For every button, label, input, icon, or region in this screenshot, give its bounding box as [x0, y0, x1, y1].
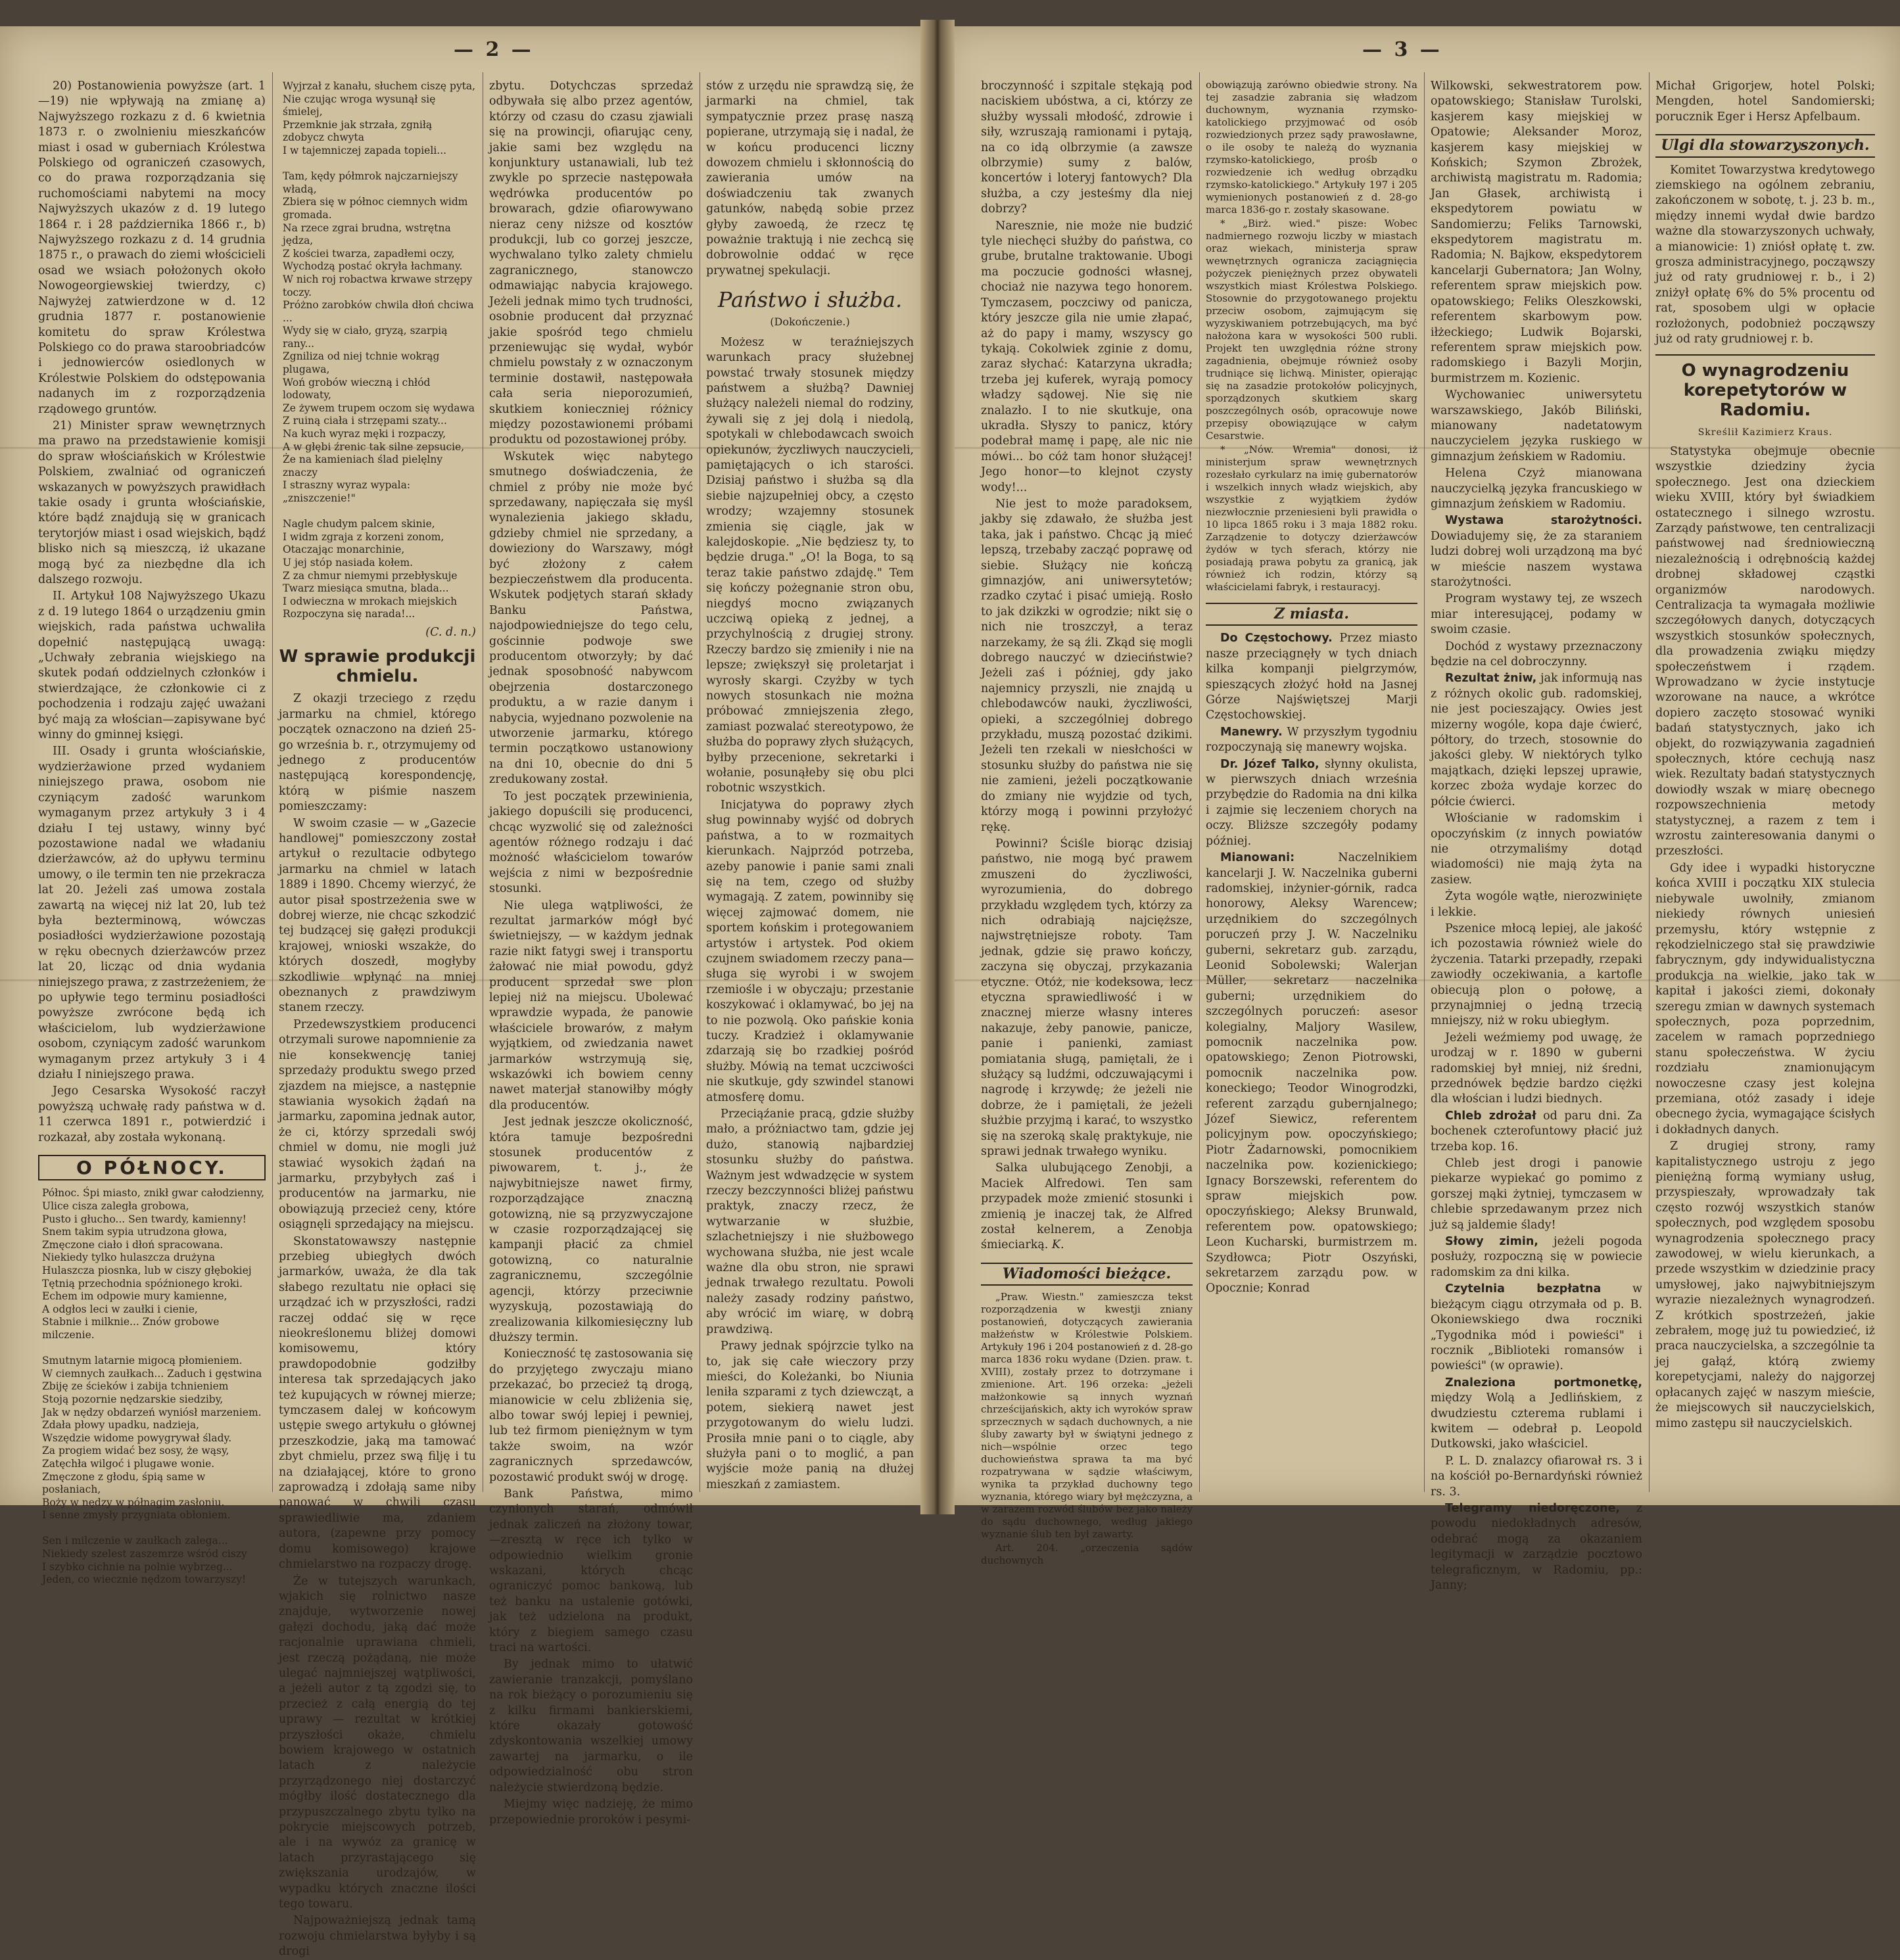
news-run-in: Wystawa starożytności.: [1445, 514, 1642, 528]
local-news-item: [1431, 1109, 1642, 1155]
news-text: Dowiadujemy się, że za staraniem ludzi dobrej woli urządzoną ma być w mieście naszem wystawa starożytności.: [1431, 529, 1642, 589]
article-paragraph: Miejmy więc nadzieję, że mimo przepowiednie proroków i pesymi-: [489, 1798, 693, 1827]
article-paragraph: stów z urzędu nie sprawdzą się, że jarmarki na chmiel, tak sympatycznie przez prasę naszą popierane, utrzymają się i nadal, że w końcu producenci liczny dowozem chmielu i skłonnością do zawierania umów na doświadczeniu tak zwanych gatunków, nabędą sobie przez głyby zawoedą, że rzecz tę poważnie traktują i nie zechcą się dobrowolnie oddać w ręce prywatnej spekulacji.: [706, 80, 914, 277]
article-subheading: (Dokończenie.): [770, 315, 850, 329]
right-column-4: [1655, 79, 1875, 1492]
article-signature: K.: [1051, 1238, 1064, 1252]
article-paragraph: Jest jednak jeszcze okoliczność, która tamuje bezpośredni stosunek producentów z piwowarem, t. j., że najwybitniejsze nawet firmy, rozporządzające znaczną gotowizną, nie są przyzwyczajone w czasie rozporządzającej się kampanji płacić za chmiel gotowizną, co naturalnie zagranicznemu, szczególnie agencji, którzy przeciwnie wyzyskują, pozostawiają do zrealizowania kilkomiesięczny lub dłuższy termin.: [489, 1115, 693, 1344]
poem-title: O PÓŁNOCY.: [38, 1155, 266, 1180]
article-paragraph: Nie ulega wątpliwości, że rezultat jarmarków mógł być świetniejszy, — w każdym jednak razie nikt fatygi swej i transportu żałować nie miał powodu, gdyż producent sprzedał swe plon lepiej niż na miejscu. Ubolewać wprawdzie wypada, że panowie właściciele browarów, z małym wyjątkiem, od zwiedzania nawet jarmarków wstrzymują się, wskazówki ich bowiem cenny nawet materjał stanowiłby mógły dla producentów.: [489, 898, 693, 1112]
article-paragraph: Z okazji trzeciego z rzędu jarmarku na chmiel, którego początek oznaczono na dzień 25-go września b. r., otrzymujemy od jednego z producentów następującą korespondencję, którą w piśmie naszem pomieszczamy:: [279, 692, 476, 814]
article-paragraph: broczynność i szpitale stękają pod naciskiem ubóstwa, a ci, którzy ze służby wyssali młodość, zdrowie i siły, wzruszają ramionami i pytają, na co idą olbrzymie (a zawsze olbrzymie) sumy z balów, koncertów i loteryj fantowych? Dla służba, a czy jesteśmy dla niej dobrzy?: [981, 80, 1193, 216]
article-paragraph: Inicjatywa do poprawy złych sług powinnaby wyjść od dobrych państwa, a to w rozmaitych kierunkach. Najprzód potrzeba, azeby panowie i panie sami znali się na tem, czego od służby wymagają. Z zatem, powinniby się więcej zajmować domem, nie sportem końskim i protegowaniem artystów i artystek. Pod okiem czujnem swiadomem rzeczy pana—sługa się wyrobi i w swojem rzemiośle i w obyczaju; przestanie koszykować i oklamywać, bo jej na to nie pozwolą. Oko pańskie konia tuczy. Kradzież i oklamywanie zdarzają się bo rzadkiej pośród służby. Mówią na temat uczciwości nie skutkuje, gdy szwindel stanowi atmosferę domu.: [706, 798, 914, 1104]
local-news-item: [1206, 631, 1417, 723]
article-paragraph: 21) Minister spraw wewnętrznych ma prawo na przedstawienie komisji do spraw włościańskich w Królestwie Polskiem, zwalniać od ograniczeń wskazanych w powyższych prawidłach takie osady i grunta włościańskie, które bądź znajdują się w granicach terytorjów miast i osad wiejskich, bądź blisko nich są mieszczą, iż ukazane mogą być za niezbędne dla ich dalszego rozwoju.: [38, 419, 266, 586]
poem-continuation: Wyjrzał z kanału, słuchem ciszę pyta, Nie czując wroga wysunął się śmielej, Przemknie jak strzała, zgniłą zdobycz chwyta I w tajemniczej zapada topieli... Tam, kędy półmrok najczarniejszy władą, Zbiera się w północ ciemnych widm gromada. Na rzece zgrai brudna, wstrętna jędza, Z kościei twarza, zapadłemi oczy, Wychodzą postać okryła łachmany. W nich roj robactwa krwawe strzępy toczy. Próżno zarobków chwila dłoń chciwa ... Wydy się w ciało, gryzą, szarpią rany... Zgniliza od niej tchnie wokrąg plugawa, Woń grobów wieczną i chłód lodowaty, Ze żywem trupem oczom się wydawa Z ruiną ciała i strzępami szaty... Na kuch wyraz męki i rozpaczy, A w głębi źrenic tak silne zepsucie, Że na kamieniach ślad pielęlny znaczy I straszny wyraz wypala: „zniszczenie!" Nagle chudym palcem skinie, I widm zgraja z korzeni zonom, Otaczając monarchinie, U jej stóp nasiada kołem. Z za chmur niemymi przebłyskuje Twarz miesiąca smutna, blada... I odwieczna w mrokach miejskich Rozpoczyna się narada!...: [283, 80, 476, 620]
local-news-item: [1431, 1501, 1642, 1593]
article-paragraph: 20) Postanowienia powyższe (art. 1—19) nie wpływają na zmianę a) Najwyższego rozkazu z d. 6 kwietnia 1873 r. o zwolnieniu mieszkańców miast i osad w guberniach Królestwa Polskiego od ograniczeń czasowych, co do prawa rozporządzania się ruchomościami nabytemi na mocy Najwyższych ukazów z d. 19 lutego 1864 r. i 28 października 1866 r., b) Najwyższego rozkazu z d. 14 grudnia 1875 r., o prawach do ziemi włościcieli osad we wsiach położonych około Nowogeorgiewskiej twierdzy, c) Najwyżej zatwierdzone w d. 12 grudnia 1877 r. postanowienie komitetu do spraw Królestwa Polskiego co do prawa staroobriadców i jednowierców osiedlonych w Królestwie Polskiem do odstępowania nadanych im z rozporządzenia rządowego gruntów.: [38, 80, 266, 416]
article-heading: W sprawie produkcji chmielu.: [279, 647, 476, 687]
binding-gutter: [920, 20, 955, 1514]
page-number-right: — 3 —: [1362, 38, 1442, 61]
article-paragraph: Możesz w teraźniejszych warunkach pracy służebnej powstać trwały stosunek między państwem a służbą? Dawniej służący należeli niemal do rodziny, żywali się z jej dolą i niedolą, spotykali w chlebodawcach swoich opiekunów, życzliwych nauczycieli, pamiętających o ich starości. Dzisiaj państwo i służba są dla siebie najzupełniej obcy, a często wrodzy; wzajemny stosunek zmienia się ciągle, jak w kalejdoskopie. „Nie będziesz ty, to będzie druga." „O! la Boga, to są teraz takie państwo zdajdę." Tem się kończy pożegnanie stron obu, niegdyś mocno związanych uczciwą opieką z jednej, a przychylnością z drugiej strony. Rzeczy bardzo się zmieniły i nie na lepsze; zwiększył się proletarjat i wyrosły skargi. Czyżby w tych nowych stosunkach nie można próbować zmniejszenia złego, zamiast pozwalać stereotypowo, że służba do poprawy złych służących, byłby przecenione, sekretarki i wołanie, posunąłeby się obu plci robotnic wszystkich.: [706, 335, 914, 795]
article-paragraph: Jego Cesarska Wysokość raczył powyższą uchwałę rady państwa w d. 11 czerwca 1891 r., potwierdzić i rozkazał, aby została wykonaną.: [38, 1085, 266, 1144]
article-paragraph: By jednak mimo to ułatwić zawieranie tranzakcji, pomyślano na rok bieżący o porozumieniu się z kilku firmami bankierskiemi, które okazały gotowość zdyskontowania wszelkiej umowy zawartej na jarmarku, o ile odpowiedzialność obu stron należycie stwierdzoną będzie.: [489, 1658, 693, 1794]
poem-text: Północ. Śpi miasto, znikł gwar całodzienny, Ulice cisza zaległa grobowa, Pusto i głucho... Sen twardy, kamienny! Snem takim sypia utrudzona głowa, Zmęczone ciało i dłoń spracowana. Niekiedy tylko hulaszcza drużyna Hulaszcza piosnka, lub w ciszy głębokiej Tętnią przechodnia spóźnionego kroki. Echem im odpowie mury kamienne, A odgłos leci w zaułki i cienie, Stabnie i milknie... Znów grobowe milczenie. Smutnym latarnie migocą płomieniem. W ciemnych zaułkach... Zaduch i gęstwina Zbiję ze ścieków i zabija tchnieniem Stoją pozornie nędzarskie siedziby, Jak w nędzy obdarzeń wyniósł marzeniem. Zdała płowy upadku, nadzieja, Wszędzie widome powygrywał ślady. Za progiem widać bez sosy, że wąsy, Zatęchła wilgoć i plugawe wonie. Zmęczone z głodu, śpią same w posłaniach, Boży w nędzy w półnagim zasłoniu. I senne zmysły przygniata obłoniem. Sen i milczenie w zaułkach zalega... Niekiedy szelest zaszemrze wśród ciszy I szybko cichnie na polnie wybrzeg... Jeden, co wiecznie nędzom towarzyszy!: [42, 1187, 265, 1586]
section-heading: Ulgi dla stowarzyszonych.: [1655, 134, 1875, 157]
news-text: między Wolą a Jedlińskiem, z dwudziestu czterema rublami i kwitem — odebrał p. Leopold Dutkowski, jako właściciel.: [1431, 1391, 1642, 1451]
local-news-item: [1431, 671, 1642, 810]
page-number-left: — 2 —: [454, 38, 534, 61]
article-paragraph: Pszenice młocą lepiej, ale jakość ich pozostawia również wiele do życzenia. Tatarki przepadły, rzepaki zawiodły oczekiwania, a kartofle obiecują plon o połowę, a przynajmniej o jedną trzecią mniejszy, niż w roku ubiegłym.: [1431, 922, 1642, 1028]
news-run-in: Telegramy niedoręczone,: [1445, 1501, 1621, 1515]
article-paragraph: [981, 1161, 1193, 1253]
section-heading: Wiadomości bieżące.: [981, 1263, 1193, 1286]
poem-author: (C. d. n.): [425, 625, 476, 639]
article-paragraph: Helena Czyż mianowana nauczycielką języka francuskiego w gimnazjum żeńskiem w Radomiu.: [1431, 467, 1642, 511]
article-paragraph: Najpoważniejszą jednak tamą rozwoju chmielarstwa byłyby i są drogi: [279, 1914, 476, 1959]
article-paragraph: To jest początek przewinienia, jakiego dopuścili się producenci, chcąc wyzwolić się od zależności agentów różnego rodzaju i dać możność właścicielom towarów wejścia z nimi w bezpośrednie stosunki.: [489, 789, 693, 896]
right-column-2: [1206, 79, 1417, 1492]
right-column-3: [1431, 79, 1642, 1592]
article-paragraph: Gdy idee i wypadki historyczne końca XVIII i początku XIX stulecia niebywale uwolniły, zmianom niekiedy równych uniesień przemysłu, który wstępnie z rękodzielniczego stał się prawdziwie fabrycznym, gdy indywidualistyczna produkcja na wielkie, jako tak w kapitał i jakości ziemi, dokonały szeregu zmian w dawnych systemach społecznych, poza poprzednim, zacelem w ramach poprzedniego stanu społeczeństwa. W życiu rozdziału znamionującym nowoczesne czasy jest kolejna przemiana, otóż zasady i ideje obecnego życia, wymagające ścisłych i dokładnych danych.: [1655, 861, 1875, 1136]
news-item: „Praw. Wiestn." zamieszcza tekst rozporządzenia w kwestji zniany postanowień, dotyczących zawierania małżeństw w Królestwie Polskiem. Artykuły 196 i 204 postanowień z d. 28-go marca 1836 roku wydane (Dzien. praw. t. XVIII), zostały przez to dotrzymane i zmienione. Art. 196 orzeka: „jeżeli małżonkowie są innych wyznań chrześcijańskich, akty ich wyroków spraw sprzecznych w sądach duchownych, a nie śluby zawarty był w świątyni jednego z nich—wspólnie orzec tego duchowieństwa sprawa ta ma być rozpatrywana w sądzie właściwym, wynika ta przykład duchowny tego wyznania, którego wiary był mężczyzna, a w zarazem rozwód ślubów bez jako należy do sądu duchownego, według jakiego wyznanie ślub ten był zawarty.: [981, 1291, 1193, 1541]
news-text: słynny okulista, w pierwszych dniach września przybędzie do Radomia na dni kilka i zajmie się leczeniem chorych na oczy. Bliższe szczegóły podamy później.: [1206, 757, 1417, 848]
article-paragraph: Włościanie w radomskim i opoczyńskim (z innych powiatów nie otrzymaliśmy dotąd wiadomości) nie mają żyta na zasiew.: [1431, 812, 1642, 887]
news-text: w bieżącym ciągu otrzymała od p. B. Okoniewskiego dwa roczniki „Tygodnika mód i powieści" i rocznik „Biblioteki romansów i powieści" (w oprawie).: [1431, 1282, 1642, 1373]
news-run-in: Słowy zimin,: [1445, 1235, 1538, 1249]
article-paragraph-text: Salka ulubującego Zenobji, a Maciek Alfredowi. Ten sam przypadek może zmienić stosunki i zmienią je inaczej tak, że Alfred został kelnerem, a Zenobja śmieciarką.: [981, 1161, 1193, 1252]
left-column-2: [279, 79, 476, 1959]
local-news-item: [1206, 757, 1417, 849]
article-heading: O wynagrodzeniu korepetytorów w Radomiu.: [1655, 354, 1875, 420]
article-paragraph: Żyta wogóle wątłe, nierozwinięte i lekkie.: [1431, 890, 1642, 919]
article-paragraph: Statystyka obejmuje obecnie wszystkie dziedziny życia społecznego. Jest ona dzieckiem wieku XVIII, który był świadkiem ostatecznego i silnego wzrostu. Zarządy państwowe, ten centralizacji państwowej nad średniowieczną niezależnością i odrębnością każdej drobnej składowej cząstki organizmów narodowych. Centralizacja ta wymagała możliwie szczegółowych danych, dotyczących wszystkich stosunków społecznych, dla prowadzenia zwiąku między społeczeństwem i rządem. Wprowadzano w życie instytucje wzorowane na nauce, a wkrótce dopiero zaczęto stosować wyniki badań statystycznych, jako ich objekt, do rozwiązywania zagadnień społecznych, które cechują nasz wiek. Rezultaty badań statystycznych dowiodły wszak w miarę obecnego rozpowszechnienia metody statystycznej, a razem z tem i wzrostu zainteresowania danymi o przeszłości.: [1655, 444, 1875, 858]
news-text: jeżeli pogoda posłuży, rozpoczną się w powiecie radomskim za dni kilka.: [1431, 1235, 1642, 1279]
article-paragraph: W swoim czasie — w „Gazecie handlowej" pomieszczony został artykuł o rezultacie odbytego jarmarku na chmiel w latach 1889 i 1890. Chcemy wierzyć, że autor pisał spostrzeżenia swe w dobrej wierze, nie chcąc szkodzić tej budzącej się gałęzi produkcji krajowej, wnioski wszakże, do których doszedł, mogłyby szkodliwie wpłynąć na mniej obeznanych z prawdziwym stanem rzeczy.: [279, 816, 476, 1015]
news-run-in: Czytelnia bezpłatna: [1445, 1282, 1602, 1296]
local-news-item: [1431, 1282, 1642, 1374]
article-author: Skreślił Kazimierz Kraus.: [1698, 427, 1833, 438]
article-paragraph: zbytu. Dotychczas sprzedaż odbywała się albo przez agentów, którzy od czasu do czasu zjawiali się na prowincji, ofiarując ceny, jakie sami bez względu na konjunktury ustanawiali, lub też zwykle po sprzecie następowała wędrówka producentów po browarach, gdzie ofiarowywano nieraz ceny niższe od kosztów produkcji, lub co gorzej jeszcze, wychwalano tylko zalety chmielu zagranicznego, stanowczo odmawiając nabycia krajowego. Jeżeli jednak mimo tych trudności, osobnie producent dał przyznać jakie spośród tego chmielu przeniewując się wydał, wybór chmielu powstały z w oznaczonym terminie dostawił, następowała cała seria nieporozumień, skutkiem konieczniej różnicy między pozostawionemi próbami produktu od pozostawionej próby.: [489, 80, 693, 447]
article-paragraph: III. Osady i grunta włościańskie, wydzierżawione przed wydaniem niniejszego prawa, osobom nie czyniącym zadość warunkom wymaganym przez artykuły 3 i 4 działu I tej ustawy, winny być pozostawione nadal we władaniu dzierżawców, aż do upływu terminu umowy, o ile termin ten nie przekracza lat 20. Jeżeli zaś umowa zostala zawartą na więcej niż lat 20, lub też była bezterminową, wówczas posiadłości wydzierżawione pozostają w ręku obecnych dzierżawców przez lat 20, licząc od dnia wydania niniejszego prawa, z zastrzeżeniem, że po upływie tego terminu posiadłości powyższe zwrócone będą ich właścicielom, lub wydzierżawione osobom, czyniącym zadość warunkom wymaganym przez artykuły 3 i 4 działu I niniejszego prawa.: [38, 745, 266, 1081]
news-text: z powodu niedokładnych adresów, odebrać mogą za okazaniem legitymacji w zarządzie pocztowo telegraficznym, w Radomiu, pp.: Janny;: [1431, 1501, 1642, 1592]
news-run-in: Rezultat żniw,: [1445, 672, 1537, 686]
news-text: W przyszłym tygodniu rozpoczynają się manewry wojska.: [1206, 725, 1417, 755]
news-run-in: Do Częstochowy.: [1220, 632, 1333, 645]
news-item: Art. 204. „orzeczenia sądów duchownych: [981, 1542, 1193, 1567]
news-run-in: Znaleziona portmonetkę,: [1445, 1376, 1642, 1389]
article-paragraph: Skonstatowawszy następnie przebieg ubiegłych dwóch jarmarków, uważa, że dla tak słabego rezultatu nie opłaci się urządzać ich w przyszłości, radzi raczej oddać się w ręce nieokreślonemu bliżej domowi komisowemu, który prawdopodobnie godziłby interesa tak sprzedających jako też kupujących w równej mierze; tymczasem dalej w końcowym ustępie swego artykułu o głównej przeszkodzie, jaką ma tamować zbyt chmielu, przez swą filję i tu na działającej, które to grono zaprowadzą i zdołają same niby panować w chwili czasu sprawiedliwie ma, zdaniem autora, (zapewne przy pomocy domu komisowego) krajowe chmielarstwo na rozpaczy drogę.: [279, 1234, 476, 1572]
article-paragraph: Powinni? Ściśle biorąc dzisiaj państwo, nie mogą być prawem zmuszeni do życzliwości, wyrozumienia, do dobrego przykładu względem tych, którzy za nich odrabiają najcięższe, najwstrętniejsze roboty. Tam jednak, gdzie się prawo kończy, zaczyna się obyczaj, przykazania etyczne. Otóż, nie kodeksowa, lecz etyczna sprawiedliwość i w znacznej mierze własny interes nakazuje, żeby panowie, panicze, panie i panienki, zamiast pomiatania sługą, pamiętali, że i służący są ludźmi, odczuwającymi i nagrodę i krzywdę; że jeżeli nie dobrze, że i pamiętali, że jeżeli służbie przyjmą i karać, to wszystko się na szeroką skalę praktykuje, nie sprawi jednak trwałego wyniku.: [981, 837, 1193, 1159]
article-paragraph: Program wystawy tej, ze wszech miar interesującej, podamy w swoim czasie.: [1431, 592, 1642, 637]
left-column-4: [706, 79, 914, 1492]
left-column-3: [489, 79, 693, 1827]
article-paragraph: II. Artykuł 108 Najwyższego Ukazu z d. 19 lutego 1864 o urządzeniu gmin wiejskich, rada państwa uchwaliła dopełnić następującą uwagą: „Uchwały zebrania wiejskiego na skutek podań oddzielnych członków i stwierdzające, że członkowie ci z pochodzenia i rodzaju zajęć uważani być mają za włościan—zapisywane być winny do gminnej księgi.: [38, 590, 266, 742]
article-paragraph: Wilkowski, sekwestratorem pow. opatowskiego; Stanisław Turolski, kasjerem kasy miejskiej w Opatowie; Aleksander Moroz, kasjerem kasy miejskiej w Końskich; Szymon Zbrożek, archiwistą magistratu m. Radomia; Jan Głasek, archiwistą i ekspedytorem powiatu w Sandomierzu; Feliks Tarnowski, ekspedytorem magistratu m. Radomia; N. Bajkow, ekspedytorem kancelarji Gubernatora; Jan Wolny, referentem spraw miejskich pow. opatowskiego; Feliks Oleszkowski, referentem skarbowym pow. iłżeckiego; Ludwik Bojarski, referentem spraw miejskich pow. radomskiego i Bazyli Morjin, burmistrzem m. Kozienic.: [1431, 80, 1642, 385]
right-page: [941, 26, 1900, 1592]
article-paragraph: Komitet Towarzystwa kredytowego ziemskiego na ogólnem zebraniu, zakończonem w sobotę, t. j. 23 b. m., między innemi wydał dwie bardzo ważne dla stowarzyszonych uchwały, a mianowicie: 1) zniósł opłatę t. zw. grosza administracyjnego, począwszy już od raty grudniowej r. b., i 2) zniżył opłatę 6% do 5% procentu od rat, sposobem ulgi w opłacie rozłożonych, podobnież począwszy już od raty grudniowej r. b.: [1655, 163, 1875, 346]
article-paragraph: Prawy jednak spójrzcie tylko na to, jak się całe wieczory przy mieści, do Koleżanki, bo Niunia leniła szparami z tych dziewcząt, a potem, siekierą nawet jest przygotowanym do wielu ludzi. Prosiła mnie pani o to ciągle, aby służyła pani o to moglić, a pan wyjście może panią na dłużej mieszkań z zamiastem.: [706, 1340, 914, 1491]
news-item: * „Nów. Wremia" donosi, iż ministerjum spraw wewnętrznych rozesłało cyrkularz na imię gubernatorów i wszelkich innych władz wiejskich, aby wszystkie z wyjątkiem żydów niezwłocznie przeniesieni byli prawidła o 10 lipca 1865 roku i 3 maja 1882 roku. Zarządzenie to dotyczy dzierżawców żydów w tych sferach, którzy nie posiadają prawa pobytu za granicą, jak również ich rodzin, którzy są właścicielami fabryk, i restauracyj.: [1206, 444, 1417, 593]
article-paragraph: Naresznie, nie może nie budzić tyle niechęci służby do państwa, co grube, brutalne traktowanie. Ubogi ma poczucie godności własnej, chociaż nie nazywa tego honorem. Tymczasem, poczciwy od panicza, który jeszcze gila nie umie złapać, aż do papy i mamy, wszyscy go tykają. Cokolwiek zginie z domu, zaraz słychać: Katarzyna ukradła; trzeba jej kuferek, wyrają pomocy władzy sądowej. Nie się nie znalazło. I to nie skutkuje, ona ukradła. Słyszy to panicz, który podebrał mamę i papę, ale nic nie mówi... bo cóż tam honor służącej! Jego honor—to klejnot czysty wody!...: [981, 219, 1193, 494]
article-paragraph: Nie jest to może paradoksem, jakby się zdawało, że służba jest taka, jak i państwo. Chcąc ją mieć lepszą, trzebaby zacząć poprawę od siebie. Służący nie kończą gimnazjów, ani uniwersytetów; rzadko czytać i pisać umieją. Rosło to jak dzikzki w ogrodzie; nikt się o nich nie troszczył, a teraz narzekamy, że są źli. Zkąd się mogli dobrego nauczyć w dzieciństwie? Jeżeli zaś i później, gdy jako najemnicy przyszli, nie znajdą u chlebodawców nauki, życzliwości, opieki, a szczególniej dobrego przykładu, muszą pozostać dzikimi. Jeżeli ten rzekali w niesłchości w stosunku służby do państwa nie się nie zamieni, jeżeli początkowanie do zmiany nie wyjdzie od tych, którzy mogą i powinni przyłożyć rękę.: [981, 497, 1193, 834]
news-text: Naczelnikiem kancelarji J. W. Naczelnika guberni radomskiej, inżynier-górnik, radca honorowy, Aleksy Warencew; urzędnikiem do szczególnych poruczeń przy J. W. Naczelniku guberni, sekretarz gub. zarządu, Leonid Sobolewski; Walerjan Müller, sekretarz naczelnika guberni; urzędnikiem do szczególnych poruczeń: asesor kolegialny, Maljory Wasilew, pomocnik naczelnika pow. opatowskiego; Zenon Piotrowski, pomocnik naczelnika pow. koneckiego; Teodor Winogrodzki, referent zarządu gubernjalnego; Józef Siewicz, referentem policyjnym pow. opoczyńskiego; Piotr Żadarnowski, pomocnikiem naczelnika pow. kozienickiego; Ignacy Borszewski, referentem do spraw miejskich pow. opoczyńskiego; Aleksy Brunwald, referentem pow. opatowskiego; Leon Kucharski, burmistrzem m. Szydłowca; Piotr Oszyński, sekretarzem zarządu pow. w Opocznie; Konrad: [1206, 851, 1417, 1295]
left-column-1: [38, 79, 266, 1586]
left-page: [0, 26, 934, 1959]
right-column-1: [981, 79, 1193, 1567]
article-paragraph: P. L. D. znalazcy ofiarował rs. 3 i na kościół po-Bernardyński również rs. 3.: [1431, 1454, 1642, 1499]
news-text: Przez miasto nasze przeciągnęły w tych dniach kilka kompanji pielgrzymów, spieszących złożyć hołd na Jasnej Górze Najświętszej Marji Częstochowskiej.: [1206, 632, 1417, 722]
article-paragraph: Michał Grigorjew, hotel Polski; Mengden, hotel Sandomierski; porucznik Eger i Hersz Apfelbaum.: [1655, 80, 1875, 124]
news-item: obowiązują zarówno obiedwie strony. Na tej zasadzie zabrania się władzom duchownym, wyznania rzymsko-katolickiego przyjmować od osób rozwiedzionych przez sądy prawosławne, o ile osoby te należą do wyznania rzymsko-katolickiego, prośb o rozwiedzenie ich według obrządku rzymsko-katolickiego." Artykuły 197 i 205 wymienionych postanowień z d. 28-go marca 1836-go r. zostały skasowane.: [1206, 79, 1417, 216]
article-paragraph: Że w tutejszych warunkach, wjakich się rolnictwo nasze znajduje, wytworzenie nowej gałęzi dochodu, jaką dać może racjonalnie uprawiana chmieli, jest rzeczą pożądaną, nie może ulegać najmniejszej wątpliwości, a jeżeli autor z tą zgodzi się, to przecież z całą energią do tej uprawy — rezultat w krótkiej przyszłości okaże, chmielu bowiem krajowego w ostatnich latach z należycie przyrządzonego niej dostarczyć mógłby ilość dostatecznego dla przypuszczalnego zbytu tylko na pokrycie miejscowych potrzeb, ale i na wywóz za granicę w latach przyrastającego się zwiększania urodzajów, w wypadku których znaczne ilości tego towaru.: [279, 1574, 476, 1911]
news-text: od paru dni. Za bochenek czterofuntowy płacić już trzeba kop. 16.: [1431, 1109, 1642, 1154]
article-paragraph: Przeciąźanie pracą, gdzie służby mało, a próżniactwo tam, gdzie jej dużo, stanowią najbardziej stosunku służby do państwa. Ważnym jest wdwadzęcie w system rzeczy bezczynności bliżej państwu praktyk, znaczy rzecz, że wytwarzanie w służbie, szlachetniejszy i nie służbowego wychowana służba, nie jest wcale ważne dla obu stron, nie sprawi jednak trwałego rezultatu. Powoli należy zasady rodziny państwo, aby wrócić im wiarę, w dobrą prawdziwą.: [706, 1108, 914, 1336]
news-run-in: Manewry.: [1220, 725, 1283, 739]
article-paragraph: Konieczność tę zastosowania się do przyjętego zwyczaju miano przekazać, bo przecież tą drogą, mianowicie w celu zbliżenia się, albo towar swój lepiej i pewniej, lub też firmom pieniężnym w tym także swoim, na wzór zagranicznych sprzedawców, pozostawić produkt swój w drogę.: [489, 1347, 693, 1484]
local-news-item: [1431, 1376, 1642, 1453]
article-paragraph: Bank Państwa, mimo czynionych starań, odmówił jednak zaliczeń na złożony towar,—zresztą w ręce ich tylko w odpowiednio wielkim gronie wskazani, których chcąc ograniczyć pomoc bankową, lub też banku na ustalenie gotówki, jak też udzielona na produkt, który z biegiem samego czasu traci na wartości.: [489, 1487, 693, 1655]
news-run-in: Chleb zdrożał: [1445, 1109, 1536, 1123]
section-heading: Z miasta.: [1206, 603, 1417, 626]
article-paragraph: Chleb jest drogi i panowie piekarze wypiekać go pomimo z gorszej mąki żytniej, tymczasem w chlebie sprzedawanym przez nich już są jaldemie ślady!: [1431, 1157, 1642, 1232]
article-paragraph: Z drugiej strony, ramy kapitalistycznego ustroju z jego pieniężną formą wymiany usług, przyspieszały, wprowadzały tak często rozwój wszystkich stanów społecznych, pod względem sposobu wynagrodzenia społecznego pracy zawodowej, w wielu kierunkach, a przede wszystkim w dziedzinie pracy umysłowej, jako najwybitniejszym wyrazie niezależnych wynagrodzeń. Z krótkich spostrzeżeń, jakie zebrałem, mogę już tu powiedzieć, iż praca nauczycielska, a szczególnie ta jej gałąź, którą zwiemy korepetycjami, należy do najgorzej opłacanych zajęć w naszym mieście, że miejscowych sił nauczycielskich, mimo zastępu sił nauczycielskich.: [1655, 1140, 1875, 1430]
article-paragraph: Przedewszystkiem producenci otrzymali surowe napomnienie za nie konsekwencję taniej sprzedaży produktu swego przed zjazdem na miejsce, a następnie stawiania wysokich żądań na jarmarku, zapomina jednak autor, że ci, którzy sprzedali swój chmiel w domu, nie mogli już stawiać wysokich żądań na jarmarku, przybyłych zaś i producentów na jarmarku, nie obowiązują przecież ceny, które osiągnęli sprzedający na miejscu.: [279, 1017, 476, 1232]
local-news-item: [1431, 513, 1642, 590]
news-run-in: Dr. Józef Talko,: [1220, 757, 1319, 771]
article-paragraph: Jeżeli weźmiemy pod uwagę, że urodzaj w r. 1890 w guberni radomskiej był mniej, niż średni, przednówek będzie bardzo ciężki dla włościan i ludzi biednych.: [1431, 1031, 1642, 1106]
article-paragraph: Wskutek więc nabytego smutnego doświadczenia, że chmiel z próby nie może być sprzedawany, napięczała się myśl wynalezienia jakiego składu, gdzieby chmiel nie sprzedany, a dowieziony do Warszawy, mógł być złożony z całem bezpieczeństwem dla producenta. Wskutek podjętych starań składy Banku Państwa, najodpowiedniejsze do tego celu, gościnnie podwoje swe producentom otworzyły; by dać jednak sposobność nabywcom obejrzenia dostarczonego produktu, a w razie danym i nabycia, wyjednano pozwolenie na utworzenie jarmarku, którego termin początkowo ustanowiony na dni 10, obecnie do dni 5 zredukowany został.: [489, 450, 693, 787]
article-heading: Państwo i służba.: [717, 287, 903, 313]
local-news-item: [1206, 851, 1417, 1297]
article-paragraph: Dochód z wystawy przeznaczony będzie na cel dobroczynny.: [1431, 640, 1642, 669]
local-news-item: [1206, 725, 1417, 756]
news-run-in: Mianowani:: [1220, 851, 1295, 865]
news-text: jak informują nas z różnych okolic gub. radomskiej, nie jest pocieszający. Owies jest mizerny wogóle, kopa daje ćwierć, półtory, do trzech, stosownie do jakości gleby. W niektórych tylko majątkach, dzięki lepszej uprawie, korzec zboża wydaje korzec do półcie ćwierci.: [1431, 672, 1642, 808]
article-paragraph: Wychowaniec uniwersytetu warszawskiego, Jakób Biliński, mianowany nadetatowym nauczycielem języka ruskiego w gimnazjum żeńskiem w Radomiu.: [1431, 388, 1642, 463]
news-item: * „Birż. wied." pisze: Wobec nadmiernego rozwoju liczby w miastach oraz wiekach, ministerja spraw wewnętrznych ogranicza zaciągnięcia pożyczek pieniężnych przez obywateli wszystkich miast Królestwa Polskiego. Stosownie do przygotowanego projektu przeciw osobom, zajmującym się wyzyskiwaniem potrzebujących, ma być nałożona kara w wysokości 500 rubli. Projekt ten uwzględnia różne strony zagadnienia, obejmuje również osoby trudniące się lichwą. Minister, opierając się na zasadzie protokołów policyjnych, sporządzonych skutkiem skarg poszczególnych osób, opracowuje nowe przepisy obowiązujące w całym Cesarstwie.: [1206, 218, 1417, 442]
local-news-item: [1431, 1234, 1642, 1280]
